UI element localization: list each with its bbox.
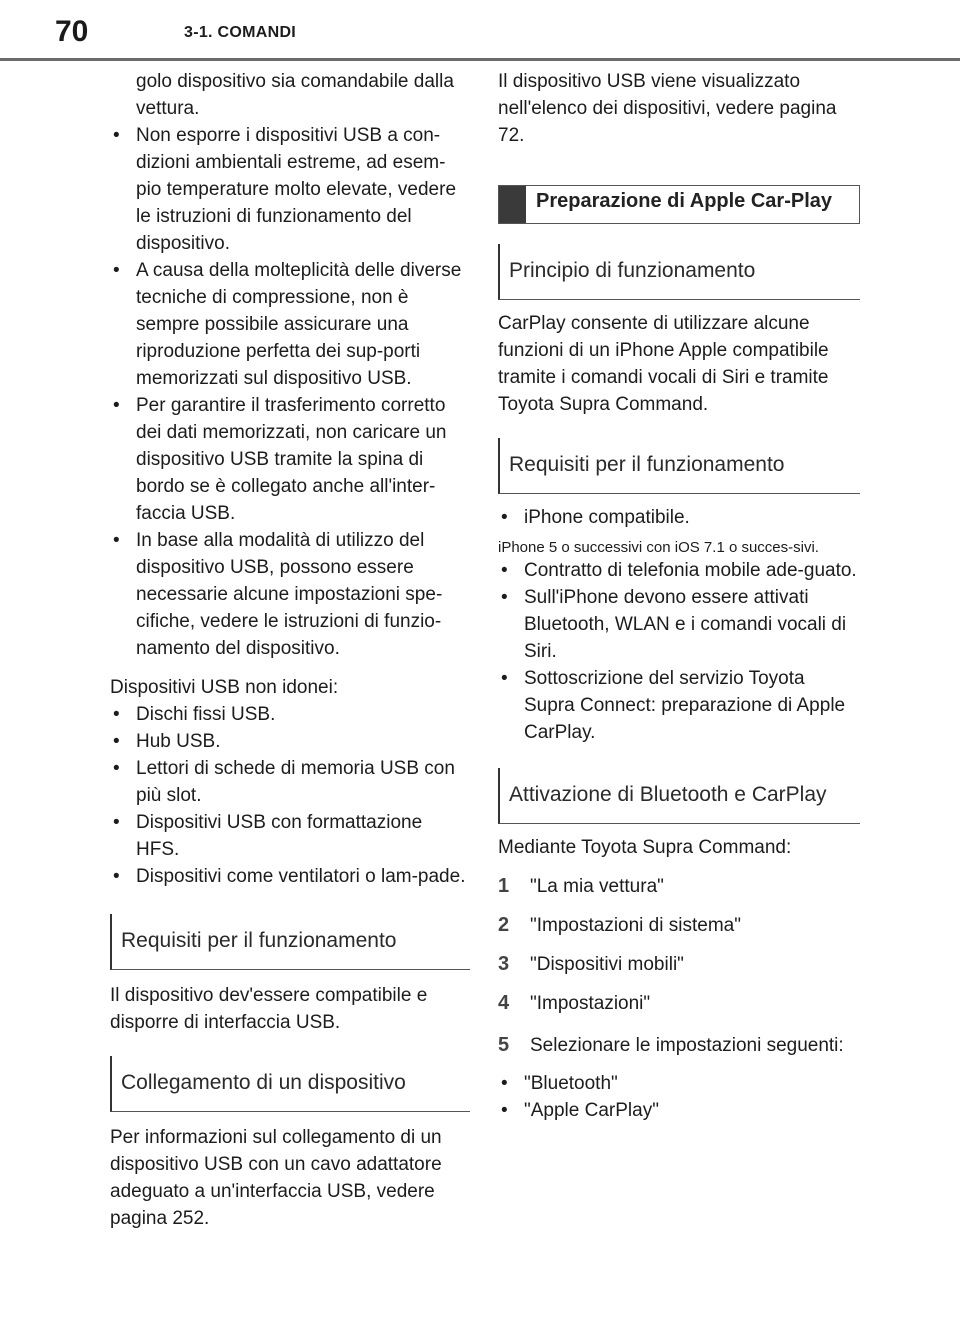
step-item [498, 873, 860, 900]
continued-text: golo dispositivo sia comandabile dalla vettura. [136, 71, 454, 119]
section-heading-activation: Attivazione di Bluetooth e CarPlay [498, 768, 860, 824]
step-text: "Dispositivi mobili" [530, 954, 684, 975]
step-text: "La mia vettura" [530, 876, 664, 897]
section-heading-connecting: Collegamento di un dispositivo [110, 1056, 470, 1112]
requirements-note: iPhone 5 o successivi con iOS 7.1 o succes-sivi. [498, 539, 819, 556]
usb-display-text: Il dispositivo USB viene visualizzato nell'elenco dei dispositivi, vedere pagina 72. [498, 71, 837, 146]
list-item: • In base alla modalità di utilizzo del dispositivo USB, possono essere necessarie alcune impostazioni spe-cifiche, vedere le istruzioni di funzio-namento del dispositivo. [110, 527, 470, 662]
list-item: • Hub USB. [110, 728, 470, 755]
list-item: • Non esporre i dispositivi USB a con-dizioni ambientali estreme, ad esem-pio temperature molto elevate, vedere le istruzioni di funzionamento del dispositivo. [110, 122, 470, 257]
page-number: 70 [55, 15, 89, 48]
requirements-list-2 [498, 557, 860, 746]
step-text: Selezionare le impostazioni seguenti: [530, 1035, 844, 1056]
step-number: 4 [498, 992, 510, 1014]
step-text: "Impostazioni di sistema" [530, 915, 741, 936]
requirements-list-1 [498, 504, 860, 531]
list-item: • Per garantire il trasferimento corretto dei dati memorizzati, non caricare un dispositivo USB tramite la spina di bordo se è collegato anche all'inter-faccia USB. [110, 392, 470, 527]
step-item [498, 912, 860, 939]
list-item: • A causa della molteplicità delle diverse tecniche di compressione, non è sempre possibile assicurare una riproduzione perfetta dei sup-porti memorizzati sul dispositivo USB. [110, 257, 470, 392]
list-item: • Lettori di schede di memoria USB con più slot. [110, 755, 470, 809]
chapter-title: 3-1. COMANDI [184, 24, 297, 41]
settings-list [498, 1070, 860, 1124]
list-item: • Contratto di telefonia mobile ade-guato. [498, 557, 860, 584]
section-heading-carplay-prep [498, 185, 860, 224]
connecting-text: Per informazioni sul collegamento di un dispositivo USB con un cavo adattatore adeguato a un'interfaccia USB, vedere pagina 252. [110, 1127, 442, 1229]
step-number: 2 [498, 914, 510, 936]
step-number: 3 [498, 953, 510, 975]
requirements-text: Il dispositivo dev'essere compatibile e disporre di interfaccia USB. [110, 985, 428, 1033]
step-item [498, 1029, 860, 1062]
section-bar [499, 186, 526, 223]
section-heading-requirements: Requisiti per il funzionamento [110, 914, 470, 970]
unsuitable-devices-list [110, 701, 470, 890]
step-text: "Impostazioni" [530, 993, 651, 1014]
step-item [498, 951, 860, 978]
usb-notes-list [110, 122, 470, 662]
step-number: 5 [498, 1034, 510, 1056]
list-item: • Sull'iPhone devono essere attivati Bluetooth, WLAN e i comandi vocali di Siri. [498, 584, 860, 665]
activation-intro: Mediante Toyota Supra Command: [498, 837, 792, 858]
section-heading-principle: Principio di funzionamento [498, 244, 860, 300]
list-item: • "Bluetooth" [498, 1070, 860, 1097]
list-item: • Dispositivi come ventilatori o lam-pade. [110, 863, 470, 890]
list-item: • Sottoscrizione del servizio Toyota Supra Connect: preparazione di Apple CarPlay. [498, 665, 860, 746]
left-column [110, 68, 470, 1232]
list-item: • Dispositivi USB con formattazione HFS. [110, 809, 470, 863]
right-column [498, 68, 860, 1124]
step-number: 1 [498, 875, 510, 897]
unsuitable-intro: Dispositivi USB non idonei: [110, 677, 339, 698]
list-item: • iPhone compatibile. [498, 504, 860, 531]
list-item: • Dischi fissi USB. [110, 701, 470, 728]
principle-text: CarPlay consente di utilizzare alcune funzioni di un iPhone Apple compatibile tramite i comandi vocali di Siri e tramite Toyota Supra Command. [498, 313, 829, 415]
section-heading-requirements-right: Requisiti per il funzionamento [498, 438, 860, 494]
step-item [498, 990, 860, 1017]
list-item: • "Apple CarPlay" [498, 1097, 860, 1124]
header-rule [0, 58, 960, 61]
section-heading-text: Preparazione di Apple Car-Play [536, 190, 833, 212]
page-header [0, 0, 960, 62]
